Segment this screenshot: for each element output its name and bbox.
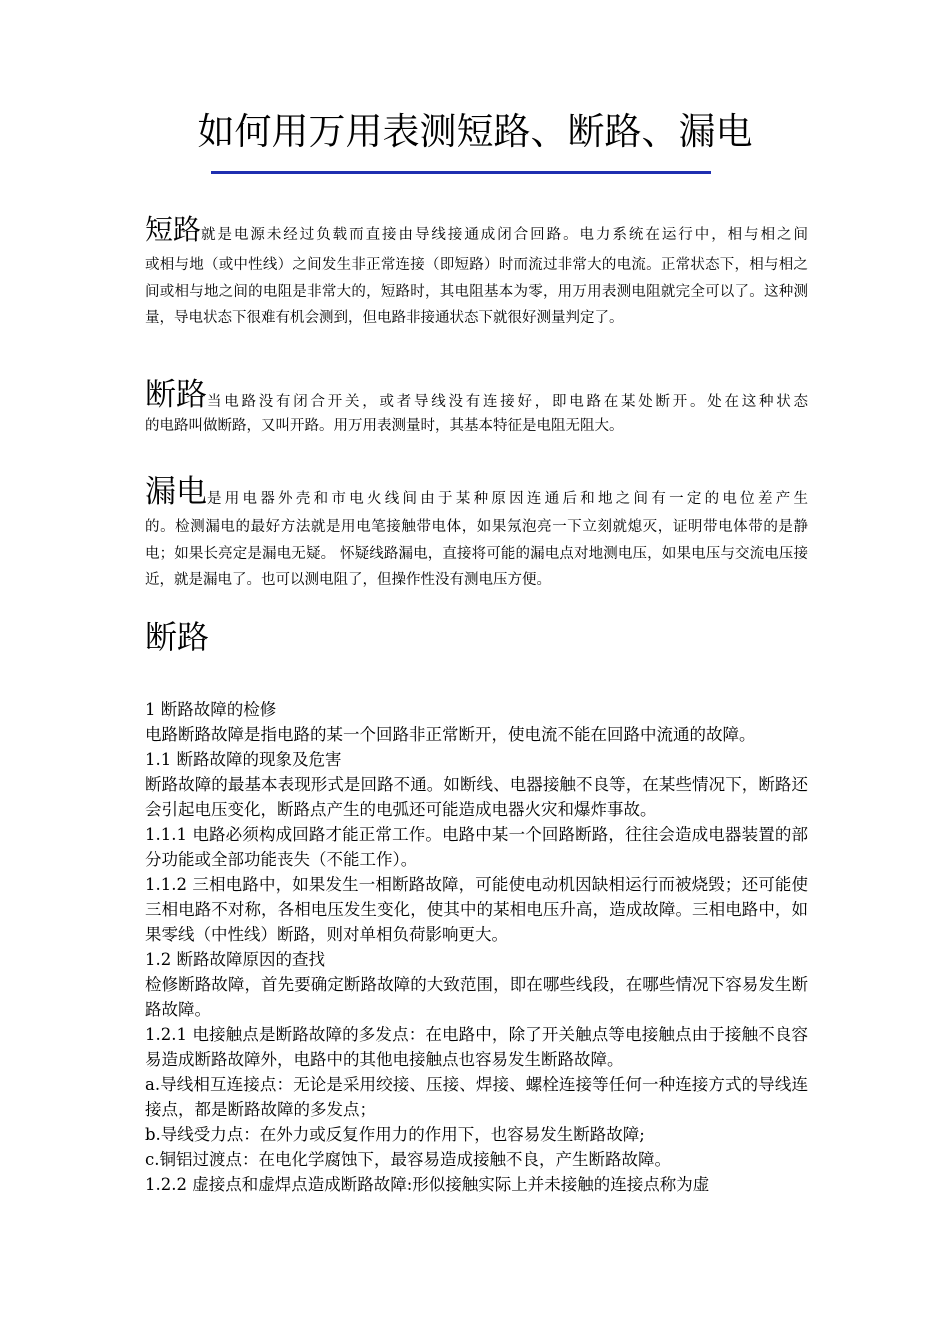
section-lead-line <box>145 214 808 246</box>
section-lead-text: 就是电源未经过负载而直接由导线接通成闭合回路。电力系统在运行中，相与相之间 <box>201 227 808 243</box>
detail-paragraph: b.导线受力点：在外力或反复作用力的作用下，也容易发生断路故障; <box>145 1125 645 1144</box>
section-lead-text: 当电路没有闭合开关，或者导线没有连接好，即电路在某处断开。处在这种状态 <box>207 394 808 410</box>
detail-paragraph: c.铜铝过渡点：在电化学腐蚀下，最容易造成接触不良，产生断路故障。 <box>145 1150 671 1169</box>
detail-paragraph: 电路断路故障是指电路的某一个回路非正常断开，使电流不能在回路中流通的故障。 <box>145 725 756 744</box>
section-heading: 漏电 <box>145 474 207 510</box>
detail-paragraph: 1.1.2 三相电路中，如果发生一相断路故障，可能使电动机因缺相运行而被烧毁；还可能使三相电路不对称，各相电压发生变化，使其中的某相电压升高，造成故障。三相电路中，如果零线（中性线）断路，则对单相负荷影响更大。 <box>145 875 808 944</box>
detail-heading: 断路 <box>145 618 210 656</box>
detail-paragraph: 1 断路故障的检修 <box>145 700 277 719</box>
detail-paragraph: 检修断路故障，首先要确定断路故障的大致范围，即在哪些线段，在哪些情况下容易发生断路故障。 <box>145 975 808 1019</box>
section-lead-line <box>145 377 808 413</box>
section-heading: 断路 <box>145 377 207 413</box>
page-title: 如何用万用表测短路、断路、漏电 <box>197 110 753 153</box>
detail-paragraph: a.导线相互连接点：无论是采用绞接、压接、焊接、螺栓连接等任何一种连接方式的导线连接点，都是断路故障的多发点； <box>145 1075 808 1119</box>
detail-paragraph: 1.2.1 电接触点是断路故障的多发点：在电路中，除了开关触点等电接触点由于接触不良容易造成断路故障外，电路中的其他电接触点也容易发生断路故障。 <box>145 1025 808 1069</box>
detail-paragraph: 1.2.2 虚接点和虚焊点造成断路故障:形似接触实际上并未接触的连接点称为虚 <box>145 1175 710 1194</box>
section-body: 的。检测漏电的最好方法就是用电笔接触带电体，如果氖泡亮一下立刻就熄灭，证明带电体带的是静电；如果长亮定是漏电无疑。 怀疑线路漏电，直接将可能的漏电点对地测电压，如果电压与交流电压接近，就是漏电了。也可以测电阻了，但操作性没有测电压方便。 <box>145 519 808 588</box>
detail-body <box>145 697 808 1197</box>
section-body: 的电路叫做断路，又叫开路。用万用表测量时，其基本特征是电阻无阻大。 <box>145 418 624 434</box>
section-lead-line <box>145 474 808 510</box>
detail-paragraph: 1.2 断路故障原因的查找 <box>145 950 325 969</box>
title-underline <box>211 171 711 174</box>
section-open-circuit <box>145 377 808 440</box>
section-short-circuit <box>145 214 808 332</box>
detail-paragraph: 1.1 断路故障的现象及危害 <box>145 750 342 769</box>
section-leakage <box>145 474 808 594</box>
detail-paragraph: 断路故障的最基本表现形式是回路不通。如断线、电器接触不良等，在某些情况下，断路还会引起电压变化，断路点产生的电弧还可能造成电器火灾和爆炸事故。 <box>145 775 808 819</box>
detail-paragraph: 1.1.1 电路必须构成回路才能正常工作。电路中某一个回路断路，往往会造成电器装置的部分功能或全部功能丧失（不能工作）。 <box>145 825 808 869</box>
section-body: 或相与地（或中性线）之间发生非正常连接（即短路）时而流过非常大的电流。正常状态下，相与相之间或相与地之间的电阻是非常大的，短路时，其电阻基本为零，用万用表测电阻就完全可以了。这种测量，导电状态下很难有机会测到，但电路非接通状态下就很好测量判定了。 <box>145 257 808 326</box>
section-heading: 短路 <box>145 213 202 246</box>
section-lead-text: 是用电器外壳和市电火线间由于某种原因连通后和地之间有一定的电位差产生 <box>207 491 808 507</box>
